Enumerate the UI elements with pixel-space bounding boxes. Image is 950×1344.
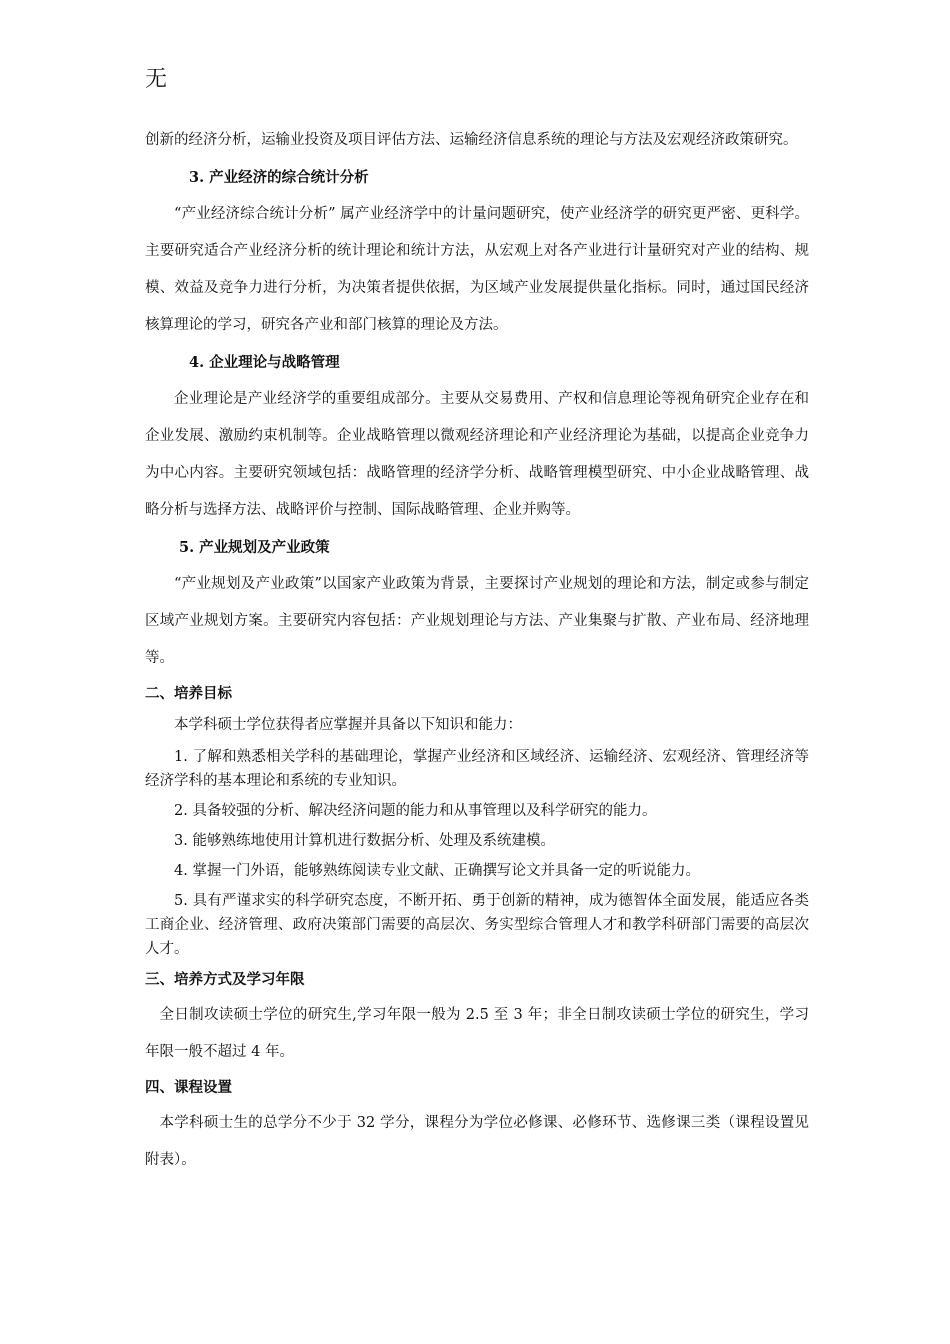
goal-item: 2. 具备较强的分析、解决经济问题的能力和从事管理以及科学研究的能力。 — [174, 803, 657, 819]
document-body — [145, 122, 809, 1179]
subsection-5-title: 5. 产业规划及产业政策 — [179, 539, 330, 556]
goal-item: 4. 掌握一门外语，能够熟练阅读专业文献、正确撰写论文并具备一定的听说能力。 — [174, 863, 700, 879]
subsection-4-title: 4. 企业理论与战略管理 — [189, 354, 340, 371]
subsection-5-body: “产业规划及产业政策”以国家产业政策为背景，主要探讨产业规划的理论和方法，制定或参与制定区域产业规划方案。主要研究内容包括：产业规划理论与方法、产业集聚与扩散、产业布局、经济地理等。 — [145, 576, 809, 666]
mode-body: 全日制攻读硕士学位的研究生,学习年限一般为 2.5 至 3 年；非全日制攻读硕士学位的研究生，学习年限一般不超过 4 年。 — [145, 1007, 809, 1060]
goal-item: 5. 具有严谨求实的科学研究态度，不断开拓、勇于创新的精神，成为德智体全面发展，能适应各类工商企业、经济管理、政府决策部门需要的高层次、务实型综合管理人才和教学科研部门需要的高层次人才。 — [145, 893, 809, 957]
courses-body: 本学科硕士生的总学分不少于 32 学分，课程分为学位必修课、必修环节、选修课三类（课程设置见附表）。 — [145, 1115, 809, 1168]
section-goals-title: 二、培养目标 — [145, 685, 232, 702]
goal-item: 3. 能够熟练地使用计算机进行数据分析、处理及系统建模。 — [174, 833, 555, 849]
goal-item: 1. 了解和熟悉相关学科的基础理论，掌握产业经济和区域经济、运输经济、宏观经济、管理经济等经济学科的基本理论和系统的专业知识。 — [145, 749, 809, 789]
subsection-3-body: “产业经济综合统计分析” 属产业经济学中的计量问题研究，使产业经济学的研究更严密、更科学。主要研究适合产业经济分析的统计理论和统计方法，从宏观上对各产业进行计量研究对产业的结构、规模、效益及竞争力进行分析，为决策者提供依据，为区域产业发展提供量化指标。同时，通过国民经济核算理论的学习，研究各产业和部门核算的理论及方法。 — [145, 206, 809, 333]
subsection-4-body: 企业理论是产业经济学的重要组成部分。主要从交易费用、产权和信息理论等视角研究企业存在和企业发展、激励约束机制等。企业战略管理以微观经济理论和产业经济理论为基础，以提高企业竞争力为中心内容。主要研究领域包括：战略管理的经济学分析、战略管理模型研究、中小企业战略管理、战略分析与选择方法、战略评价与控制、国际战略管理、企业并购等。 — [145, 391, 809, 518]
subsection-3-title: 3. 产业经济的综合统计分析 — [189, 169, 369, 186]
section-mode-title: 三、培养方式及学习年限 — [145, 971, 305, 988]
goals-intro: 本学科硕士学位获得者应掌握并具备以下知识和能力： — [174, 717, 522, 733]
intro-paragraph: 创新的经济分析，运输业投资及项目评估方法、运输经济信息系统的理论与方法及宏观经济政策研究。 — [145, 132, 798, 148]
header-mark: 无 — [145, 67, 168, 92]
section-courses-title: 四、课程设置 — [145, 1079, 232, 1096]
